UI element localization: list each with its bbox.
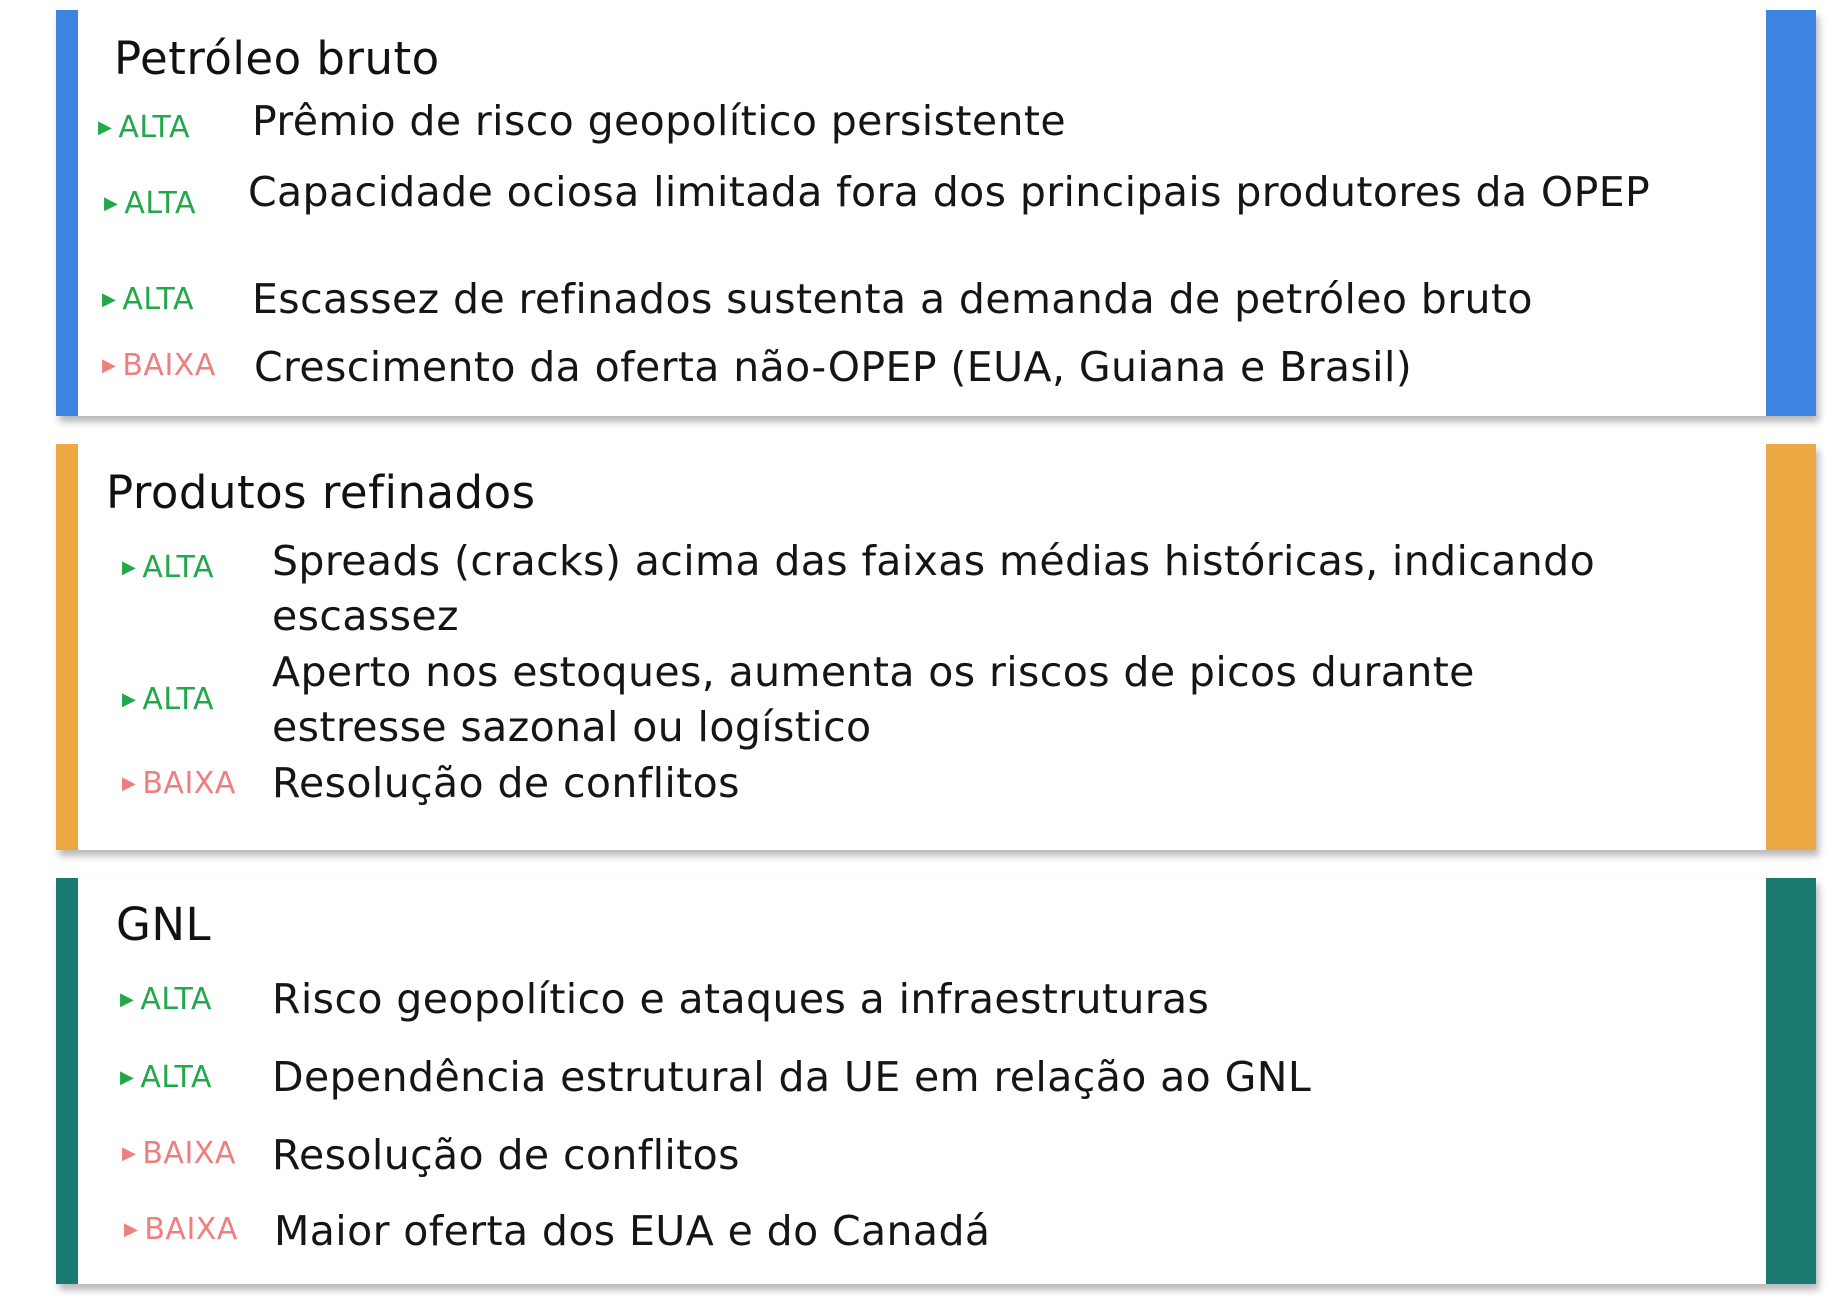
triangle-right-icon: ▶ <box>98 117 113 138</box>
direction-tag: ▶ BAIXA <box>122 1136 236 1171</box>
direction-tag: ▶ ALTA <box>122 550 214 585</box>
card-refined-products <box>56 444 1816 850</box>
item-text: Spreads (cracks) acima das faixas médias históricas, indicando escassez <box>272 537 1596 640</box>
item-text: Escassez de refinados sustenta a demanda de petróleo bruto <box>252 275 1533 323</box>
triangle-right-icon: ▶ <box>102 355 117 376</box>
item-text: Resolução de conflitos <box>272 1131 740 1179</box>
section-title: Petróleo bruto <box>114 32 440 85</box>
section-title: GNL <box>116 898 212 951</box>
triangle-right-icon: ▶ <box>120 1067 135 1088</box>
item-text: Aperto nos estoques, aumenta os riscos de picos durante estresse sazonal ou logístico <box>272 648 1475 751</box>
item-text: Crescimento da oferta não-OPEP (EUA, Guiana e Brasil) <box>254 343 1413 391</box>
direction-tag: ▶ ALTA <box>122 682 214 717</box>
triangle-right-icon: ▶ <box>122 1143 137 1164</box>
triangle-right-icon: ▶ <box>122 773 137 794</box>
accent-bar-right <box>1766 878 1816 1284</box>
accent-bar-left <box>56 444 78 850</box>
section-title: Produtos refinados <box>106 466 536 519</box>
item-text: Resolução de conflitos <box>272 759 740 807</box>
item-text: Prêmio de risco geopolítico persistente <box>252 97 1066 145</box>
triangle-right-icon: ▶ <box>120 989 135 1010</box>
card-crude-oil <box>56 10 1816 416</box>
direction-tag: ▶ BAIXA <box>122 766 236 801</box>
direction-tag: ▶ BAIXA <box>102 348 216 383</box>
card-lng <box>56 878 1816 1284</box>
direction-tag: ▶ BAIXA <box>124 1212 238 1247</box>
item-text: Risco geopolítico e ataques a infraestruturas <box>272 975 1210 1023</box>
accent-bar-left <box>56 10 78 416</box>
accent-bar-right <box>1766 10 1816 416</box>
triangle-right-icon: ▶ <box>102 289 117 310</box>
item-text: Maior oferta dos EUA e do Canadá <box>274 1207 991 1255</box>
triangle-right-icon: ▶ <box>122 557 137 578</box>
triangle-right-icon: ▶ <box>104 193 119 214</box>
direction-tag: ▶ ALTA <box>120 982 212 1017</box>
triangle-right-icon: ▶ <box>122 689 137 710</box>
accent-bar-right <box>1766 444 1816 850</box>
direction-tag: ▶ ALTA <box>120 1060 212 1095</box>
triangle-right-icon: ▶ <box>124 1219 139 1240</box>
item-text: Dependência estrutural da UE em relação ao GNL <box>272 1053 1312 1101</box>
direction-tag: ▶ ALTA <box>98 110 190 145</box>
direction-tag: ▶ ALTA <box>104 186 196 221</box>
item-text: Capacidade ociosa limitada fora dos principais produtores da OPEP <box>248 168 1651 216</box>
direction-tag: ▶ ALTA <box>102 282 194 317</box>
accent-bar-left <box>56 878 78 1284</box>
